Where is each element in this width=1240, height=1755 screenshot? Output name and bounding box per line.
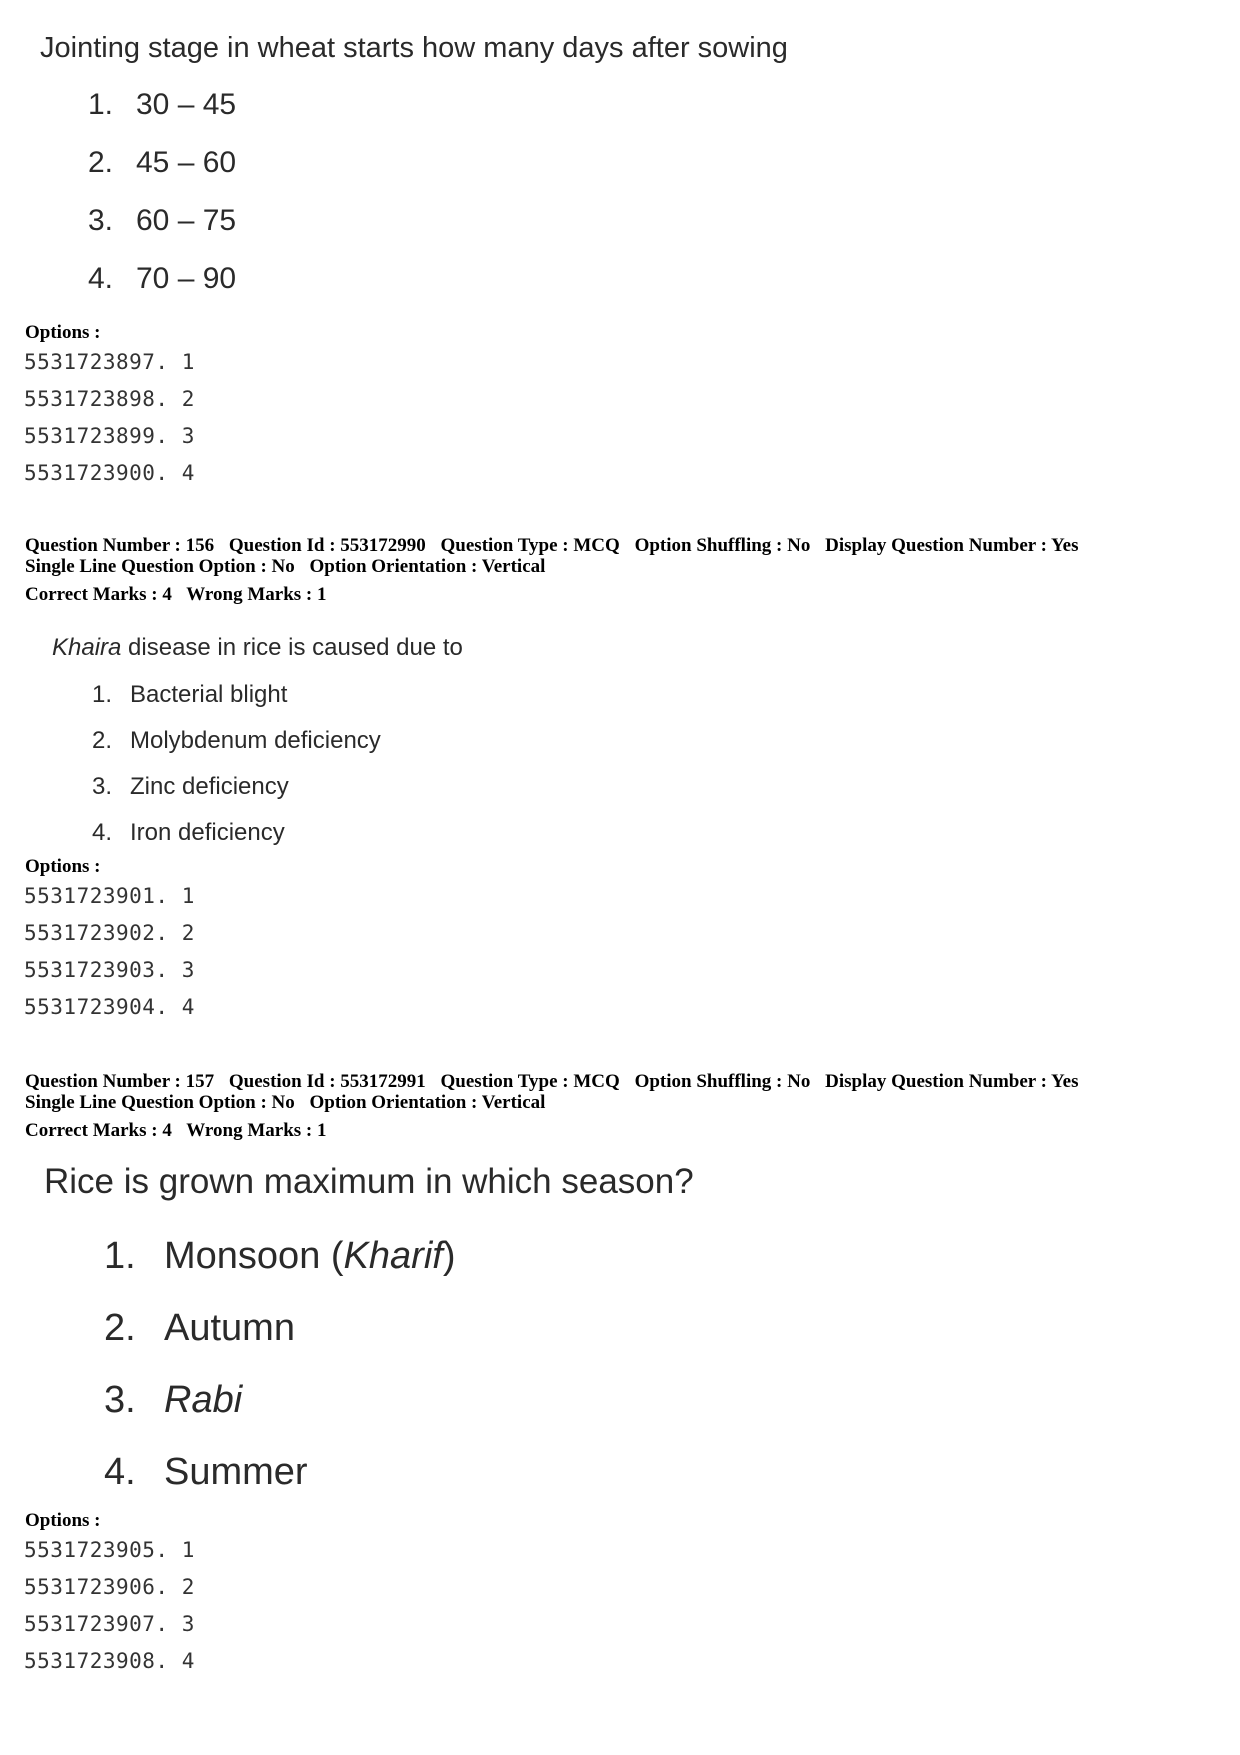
option-code: 5531723900. 4 (24, 461, 195, 485)
question-stem: Jointing stage in wheat starts how many days after sowing (40, 32, 788, 64)
options-label: Options : (25, 856, 101, 877)
options-label: Options : (25, 1510, 101, 1531)
option-code: 5531723902. 2 (24, 921, 195, 945)
option-code: 5531723908. 4 (24, 1649, 195, 1673)
option-code: 5531723904. 4 (24, 995, 195, 1019)
option-code: 5531723907. 3 (24, 1612, 195, 1636)
answer-choice: 2. Molybdenum deficiency (92, 727, 381, 754)
question-stem: Rice is grown maximum in which season? (44, 1162, 694, 1201)
option-code-list (24, 1532, 195, 1680)
answer-choice: 4. 70 – 90 (88, 262, 237, 295)
option-code: 5531723905. 1 (24, 1538, 195, 1562)
answer-choice: 4. Iron deficiency (92, 819, 285, 846)
answer-choice: 4. Summer (104, 1451, 308, 1493)
option-code: 5531723897. 1 (24, 350, 195, 374)
option-code: 5531723906. 2 (24, 1575, 195, 1599)
answer-choice: 3. 60 – 75 (88, 204, 237, 237)
answer-choice: 2. Autumn (104, 1307, 295, 1349)
option-code: 5531723899. 3 (24, 424, 195, 448)
option-code-list (24, 344, 195, 492)
option-code: 5531723898. 2 (24, 387, 195, 411)
answer-choice: 1. Monsoon ( Kharif ) (104, 1235, 456, 1277)
option-code: 5531723901. 1 (24, 884, 195, 908)
answer-choice: 1. 30 – 45 (88, 88, 237, 121)
question-meta-line-1: Question Number : 156 Question Id : 553172990 Question Type : MCQ Option Shuffling : No Display Question Number : Yes (25, 535, 1079, 556)
question-stem: Khaira disease in rice is caused due to (52, 634, 463, 661)
option-code: 5531723903. 3 (24, 958, 195, 982)
answer-choice-list (88, 87, 236, 319)
marks-line: Correct Marks : 4 Wrong Marks : 1 (25, 1120, 327, 1141)
answer-choice: 3. Rabi (104, 1379, 243, 1421)
answer-choice-list (104, 1234, 455, 1522)
answer-choice: 3. Zinc deficiency (92, 773, 289, 800)
option-code-list (24, 878, 195, 1026)
answer-choice: 2. 45 – 60 (88, 146, 237, 179)
answer-choice: 1. Bacterial blight (92, 681, 288, 708)
question-meta-line-1: Question Number : 157 Question Id : 553172991 Question Type : MCQ Option Shuffling : No Display Question Number : Yes (25, 1071, 1079, 1092)
marks-line: Correct Marks : 4 Wrong Marks : 1 (25, 584, 327, 605)
answer-choice-list (92, 680, 381, 864)
options-label: Options : (25, 322, 101, 343)
question-meta-line-2: Single Line Question Option : No Option Orientation : Vertical (25, 1092, 546, 1113)
question-meta-line-2: Single Line Question Option : No Option Orientation : Vertical (25, 556, 546, 577)
